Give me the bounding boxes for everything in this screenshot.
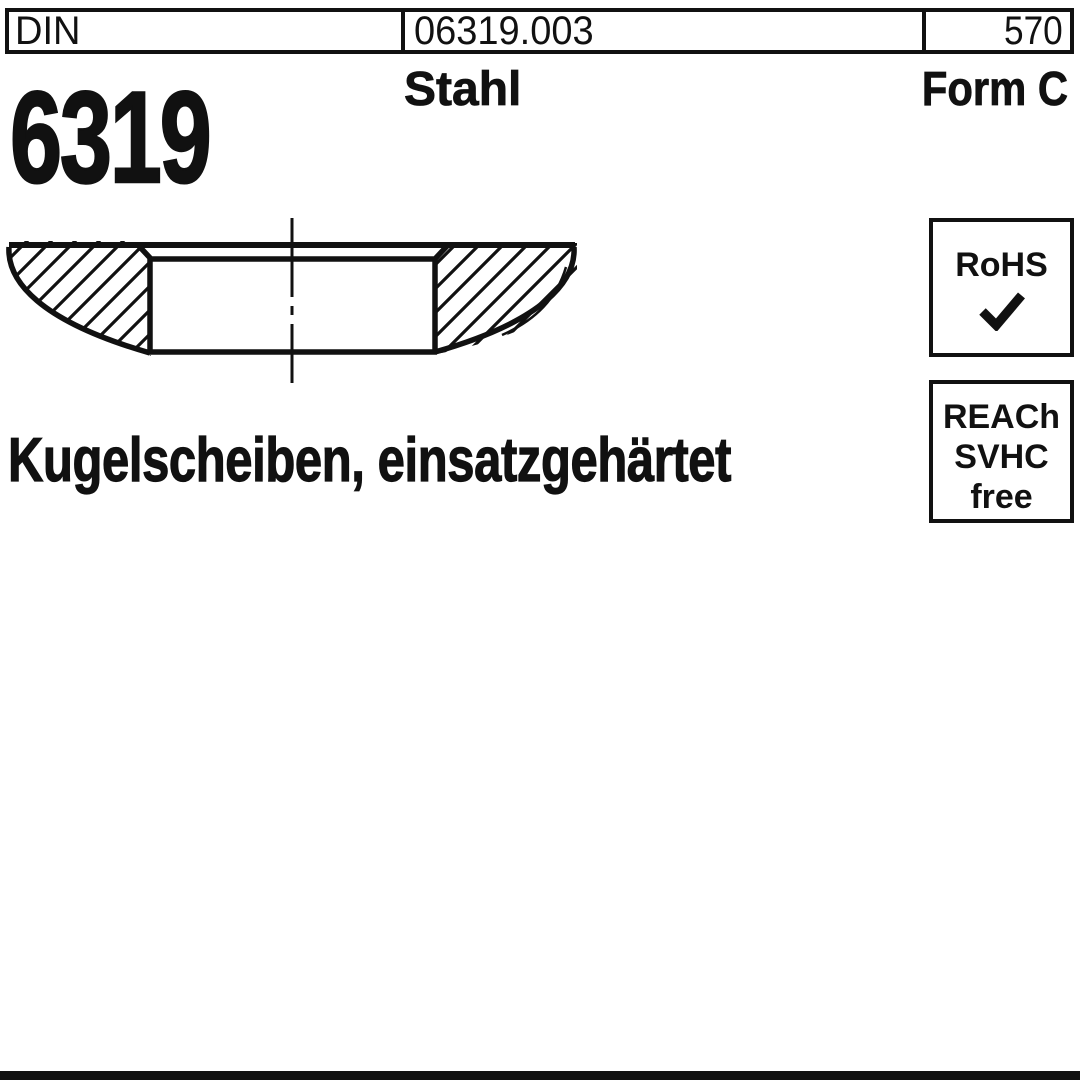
product-description: Kugelscheiben, einsatzgehärtet <box>8 426 732 495</box>
reach-svhc-badge <box>929 380 1074 523</box>
reach-line-2: SVHC <box>954 438 1049 476</box>
spherical-washer-section-drawing <box>0 0 620 420</box>
standard-number: 6319 <box>10 64 210 210</box>
rohs-badge <box>929 218 1074 357</box>
checkmark-icon <box>979 292 1025 331</box>
header-cell-page-number <box>922 12 1070 50</box>
reach-line-1: REACh <box>942 398 1061 436</box>
bottom-rule <box>0 1071 1080 1080</box>
form-label: Form C <box>921 63 1068 116</box>
hatching-left <box>0 200 620 400</box>
page-number: 570 <box>1004 12 1063 50</box>
reach-line-3: free <box>970 478 1033 516</box>
hatching-right <box>0 200 620 400</box>
article-number: 06319.003 <box>414 12 594 50</box>
rohs-label: RoHS <box>955 246 1048 284</box>
material-label: Stahl <box>404 63 522 116</box>
din-label: DIN <box>15 12 81 50</box>
